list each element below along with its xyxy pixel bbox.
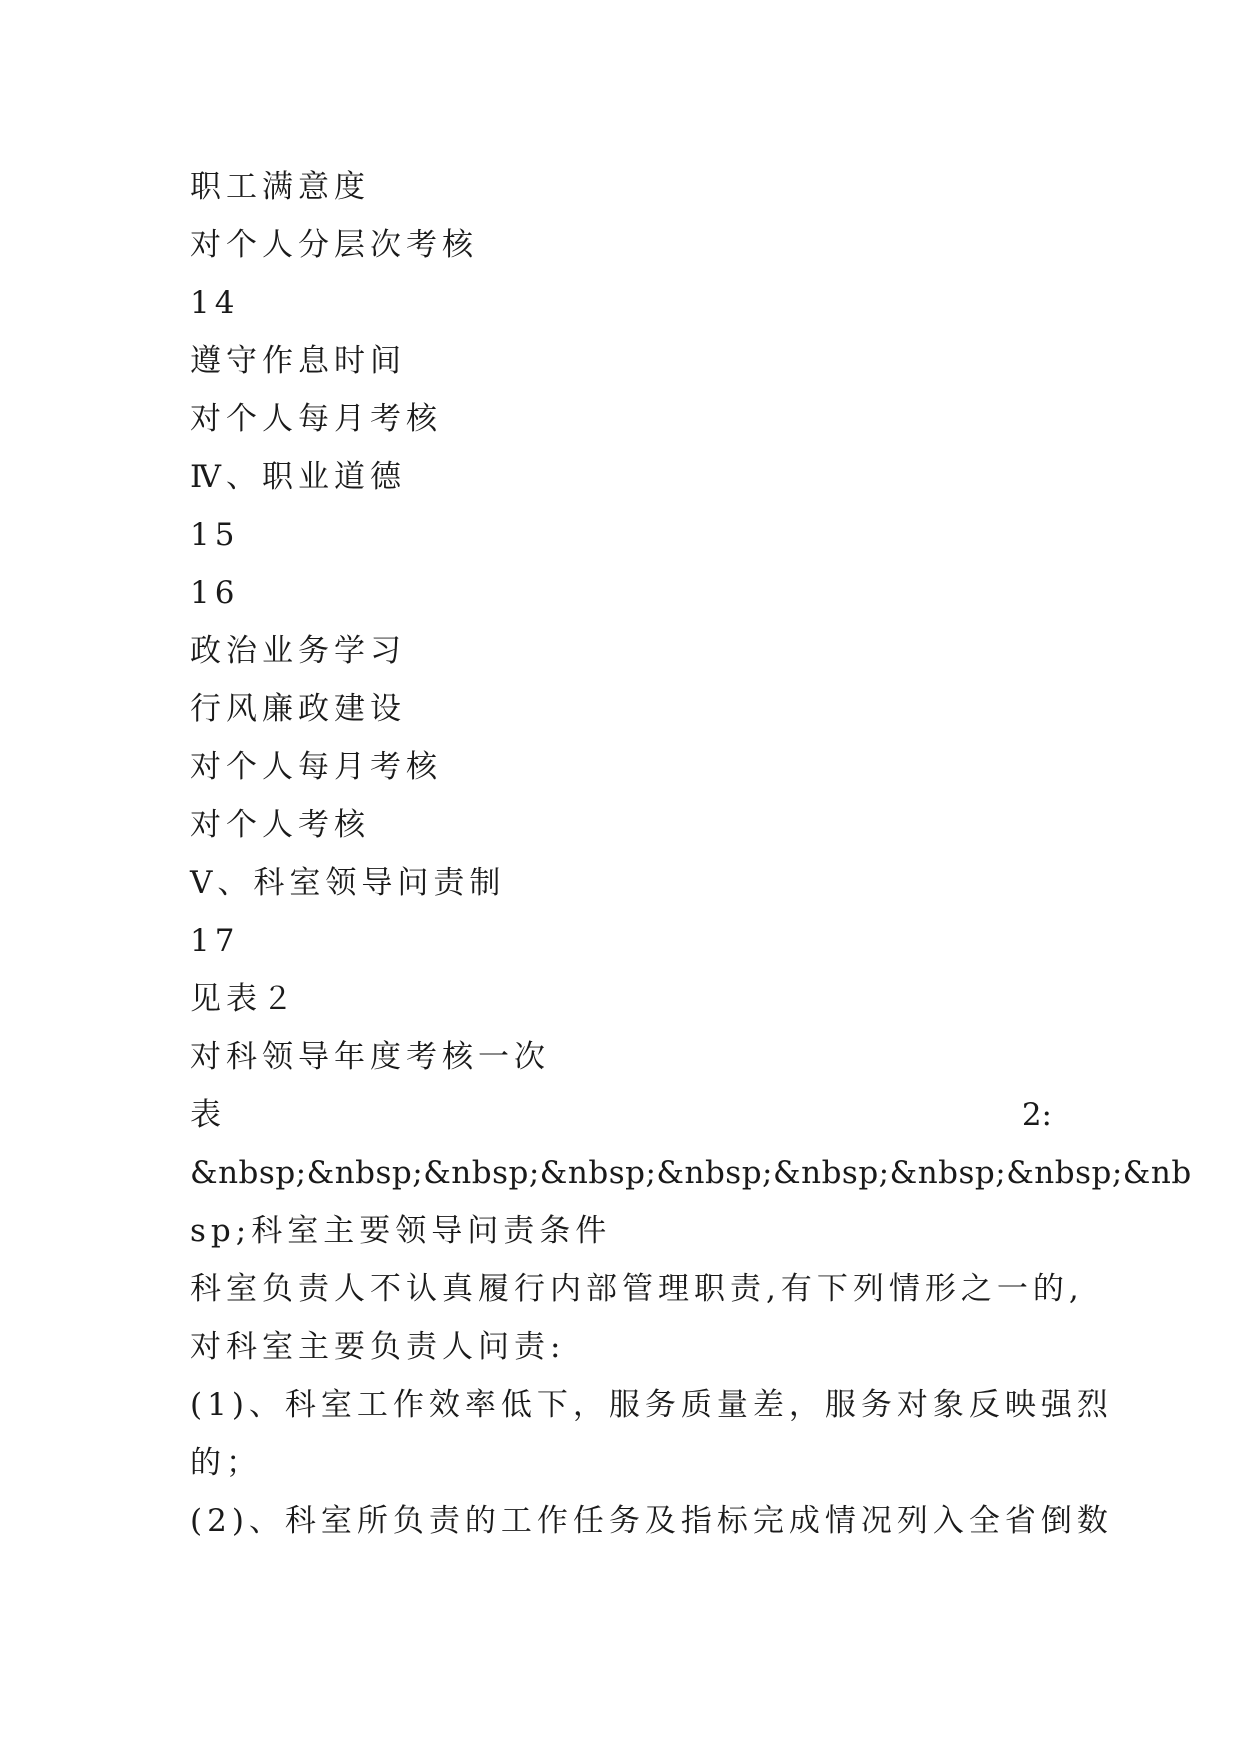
text-line: 对个人考核: [190, 807, 370, 843]
paragraph-line: 对科室主要负责人问责:: [190, 1329, 566, 1365]
text-line: 17: [190, 923, 240, 959]
text-line: 遵守作息时间: [190, 343, 406, 379]
text-line: 行风廉政建设: [190, 691, 406, 727]
table-caption: [190, 1086, 1052, 1144]
text-line: 16: [190, 575, 240, 611]
text-line: 对个人每月考核: [190, 749, 442, 785]
text-line: 15: [190, 517, 240, 553]
paragraph-line: (2)、科室所负责的工作任务及指标完成情况列入全省倒数: [190, 1503, 1113, 1539]
paragraph-line: 的；: [190, 1445, 262, 1481]
table-caption-left: 表: [190, 1097, 221, 1133]
text-line: 14: [190, 285, 240, 321]
table-caption-right: 2:: [1021, 1097, 1052, 1133]
paragraph-line: 科室负责人不认真履行内部管理职责,有下列情形之一的,: [190, 1271, 1084, 1307]
text-line: 政治业务学习: [190, 633, 406, 669]
text-line: 职工满意度: [190, 169, 370, 205]
text-line: 对科领导年度考核一次: [190, 1039, 550, 1075]
nbsp-line: &nbsp;&nbsp;&nbsp;&nbsp;&nbsp;&nbsp;&nbsp;&nbsp;&nb: [190, 1155, 1192, 1191]
document-page: [190, 158, 1192, 1550]
section-heading: Ⅴ、科室领导问责制: [190, 865, 506, 901]
section-heading: Ⅳ、职业道德: [190, 459, 406, 495]
nbsp-line-continued: sp;科室主要领导问责条件: [190, 1213, 612, 1249]
text-line: 对个人分层次考核: [190, 227, 478, 263]
paragraph-line: (1)、科室工作效率低下，服务质量差，服务对象反映强烈: [190, 1387, 1113, 1423]
text-line: 对个人每月考核: [190, 401, 442, 437]
text-line: 见表２: [190, 981, 298, 1017]
